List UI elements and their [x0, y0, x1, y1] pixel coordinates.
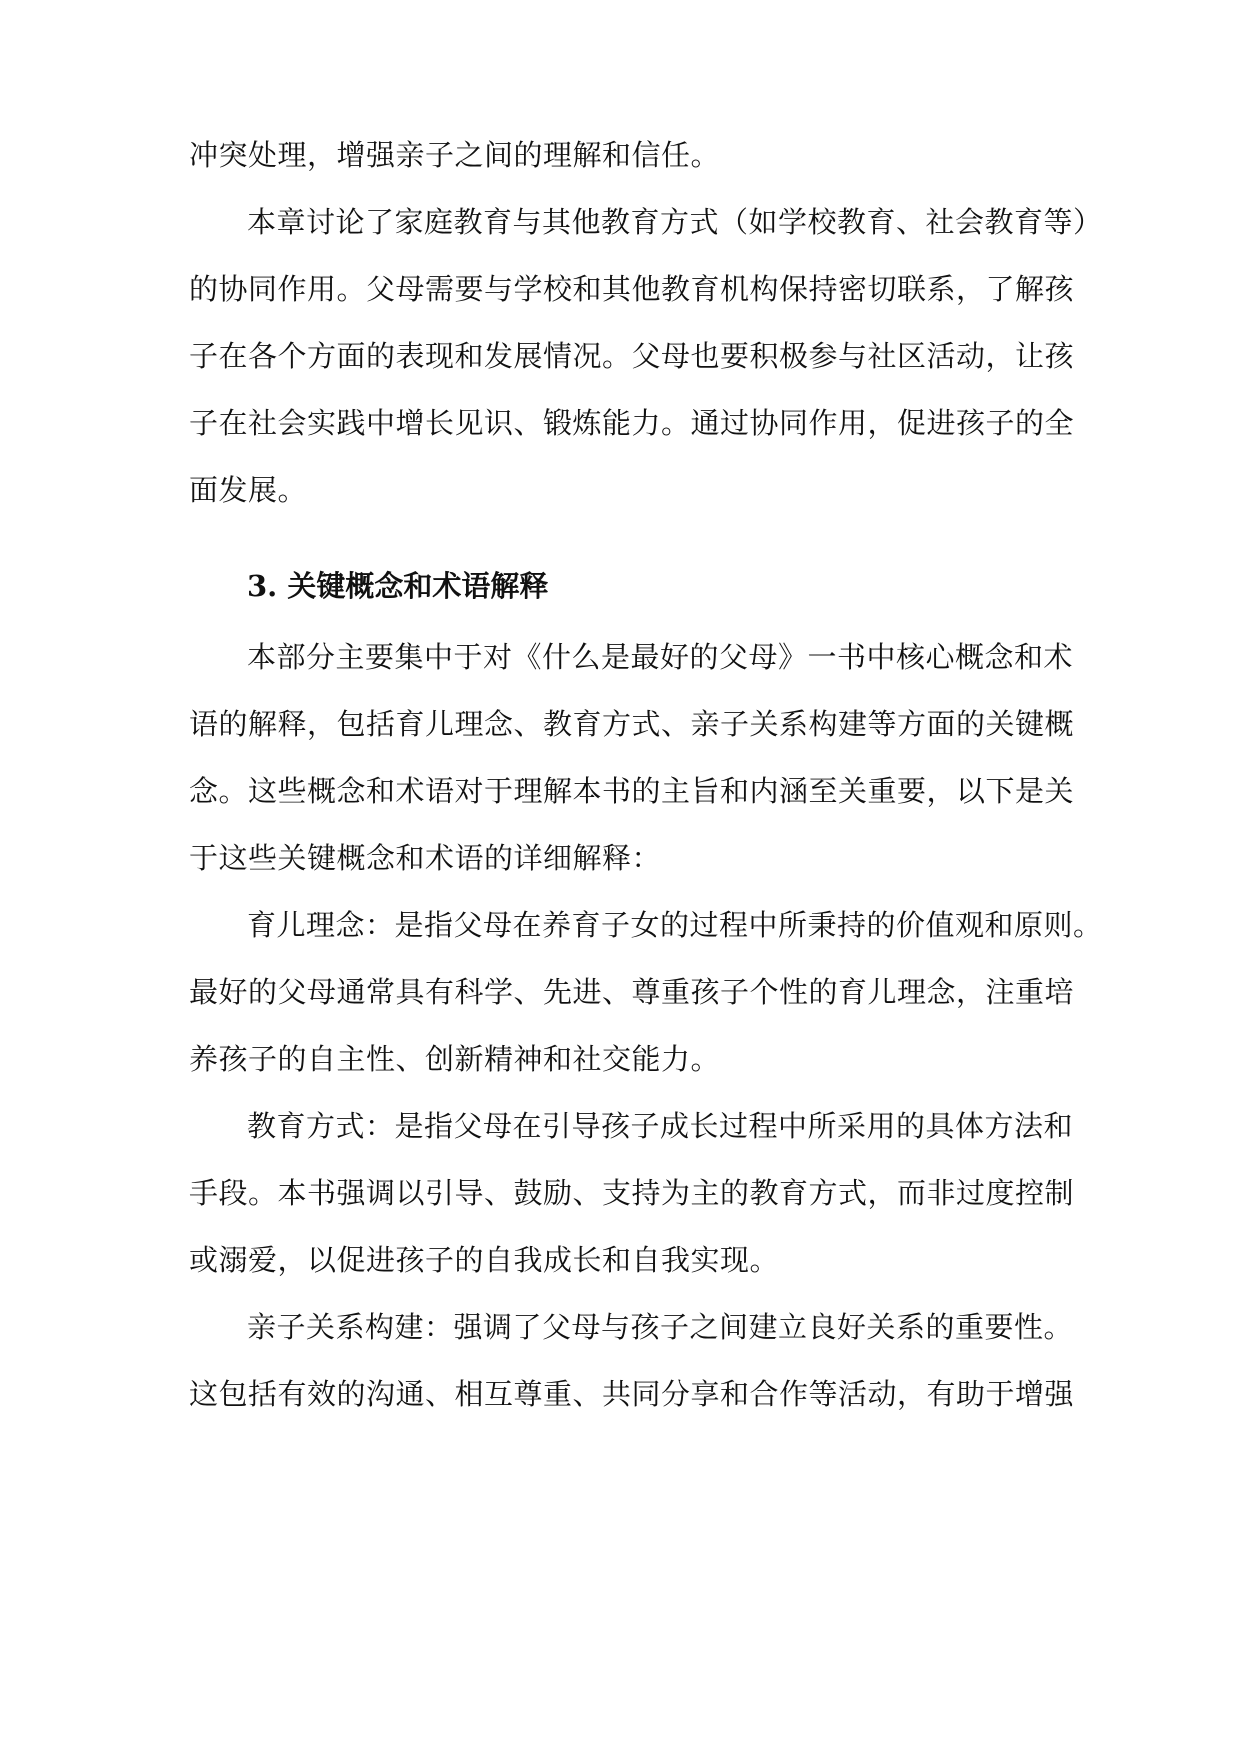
paragraph-parenting-line-1: 育儿理念：是指父母在养育子女的过程中所秉持的价值观和原则。 — [247, 908, 1103, 942]
paragraph-education-line-2: 手段。本书强调以引导、鼓励、支持为主的教育方式，而非过度控制 — [189, 1176, 1075, 1210]
paragraph-collaboration-line-5: 面发展。 — [189, 473, 308, 507]
paragraph-intro-line-3: 念。这些概念和术语对于理解本书的主旨和内涵至关重要，以下是关 — [189, 774, 1075, 808]
section-heading: 3. 关键概念和术语解释 — [247, 569, 549, 603]
paragraph-education-line-3: 或溺爱，以促进孩子的自我成长和自我实现。 — [189, 1243, 780, 1277]
paragraph-collaboration-line-1: 本章讨论了家庭教育与其他教育方式（如学校教育、社会教育等） — [247, 205, 1103, 239]
paragraph-education-line-1: 教育方式：是指父母在引导孩子成长过程中所采用的具体方法和 — [247, 1109, 1074, 1143]
paragraph-intro-line-1: 本部分主要集中于对《什么是最好的父母》一书中核心概念和术 — [247, 640, 1074, 674]
paragraph-relationship-line-1: 亲子关系构建：强调了父母与孩子之间建立良好关系的重要性。 — [247, 1310, 1074, 1344]
paragraph-relationship-line-2: 这包括有效的沟通、相互尊重、共同分享和合作等活动，有助于增强 — [189, 1377, 1075, 1411]
paragraph-continuation-line: 冲突处理，增强亲子之间的理解和信任。 — [189, 138, 721, 172]
paragraph-collaboration-line-2: 的协同作用。父母需要与学校和其他教育机构保持密切联系，了解孩 — [189, 272, 1075, 306]
paragraph-intro-line-4: 于这些关键概念和术语的详细解释： — [189, 841, 662, 875]
paragraph-intro-line-2: 语的解释，包括育儿理念、教育方式、亲子关系构建等方面的关键概 — [189, 707, 1075, 741]
paragraph-collaboration-line-4: 子在社会实践中增长见识、锻炼能力。通过协同作用，促进孩子的全 — [189, 406, 1075, 440]
paragraph-parenting-line-2: 最好的父母通常具有科学、先进、尊重孩子个性的育儿理念，注重培 — [189, 975, 1075, 1009]
paragraph-parenting-line-3: 养孩子的自主性、创新精神和社交能力。 — [189, 1042, 721, 1076]
paragraph-collaboration-line-3: 子在各个方面的表现和发展情况。父母也要积极参与社区活动，让孩 — [189, 339, 1075, 373]
